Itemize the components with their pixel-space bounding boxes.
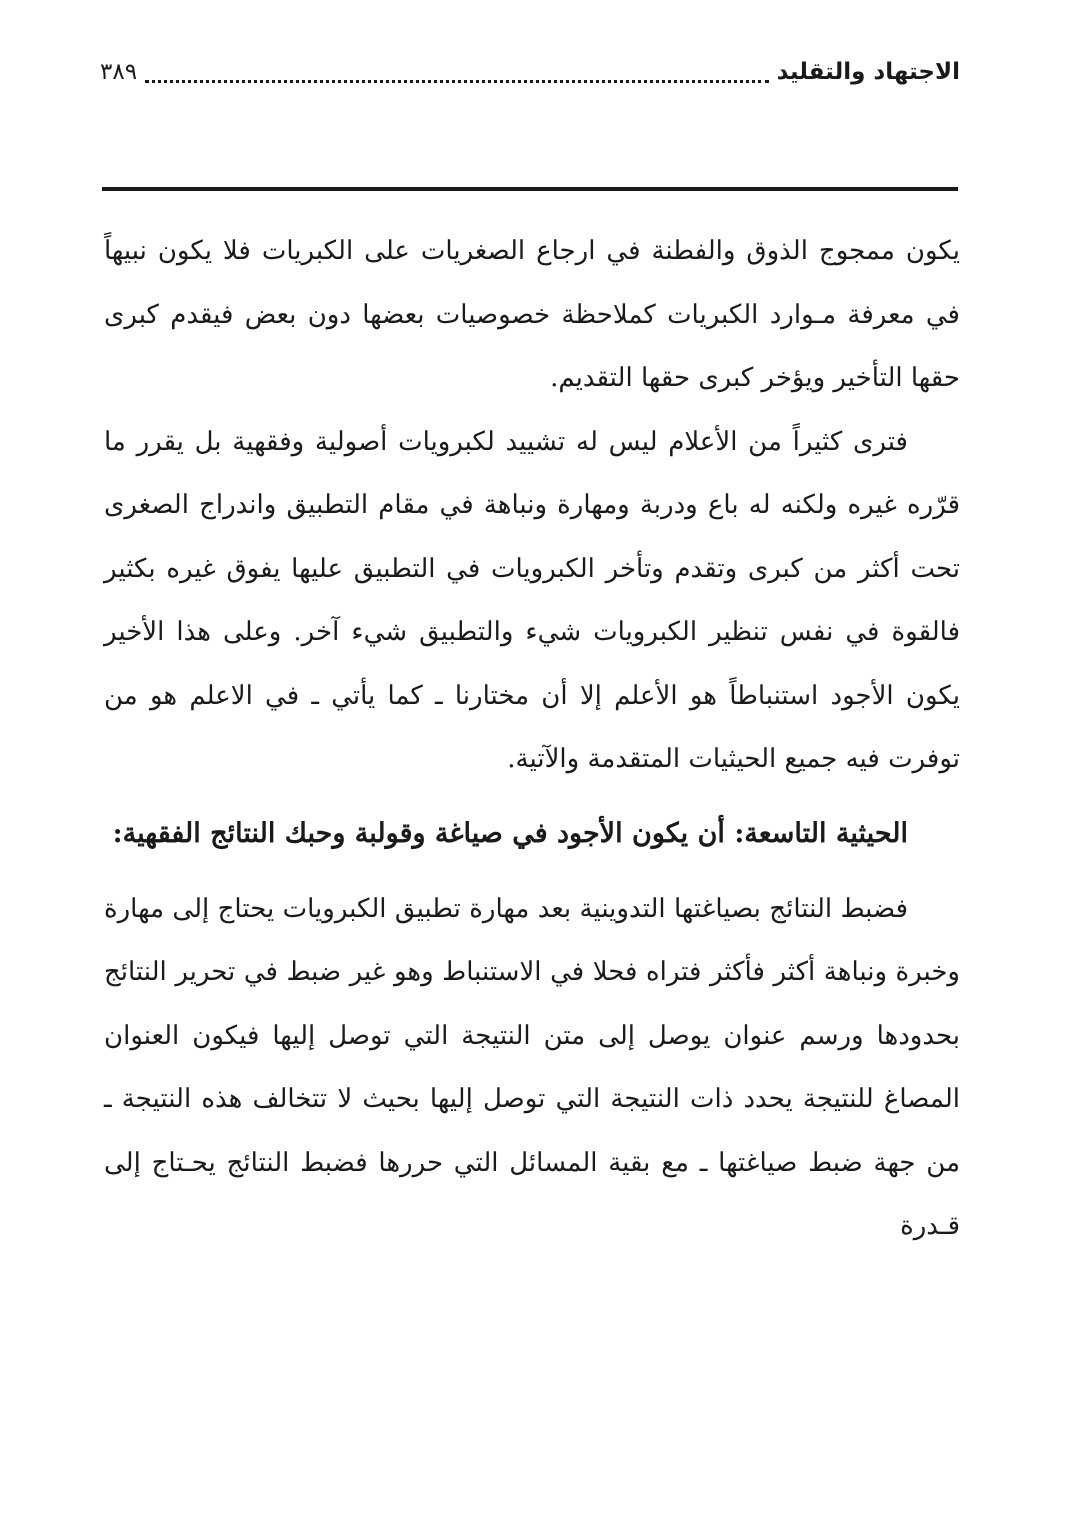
paragraph-2: فترى كثيراً من الأعلام ليس له تشييد لكبرويات أصولية وفقهية بل يقرر ما قرّره غيره ولكنه له باع ودربة ومهارة ونباهة في مقام التطبيق واندراج الصغرى تحت أكثر من كبرى وتقدم وتأخر الكبرويات في التطبيق عليها يفوق غيره بكثير فالقوة في نفس تنظير الكبرويات شيء والتطبيق شيء آخر. وعلى هذا الأخير يكون الأجود استنباطاً هو الأعلم إلا أن مختارنا ـ كما يأتي ـ في الاعلم هو من توفرت فيه جميع الحيثيات المتقدمة والآتية. [104,426,960,774]
body-text [104,220,960,1259]
running-header [100,52,960,92]
header-dot-leader [145,62,769,83]
running-header-title: الاجتهاد والتقليد [776,59,960,85]
header-rule [102,187,958,191]
paragraph-3: فضبط النتائج بصياغتها التدوينية بعد مهارة تطبيق الكبرويات يحتاج إلى مهارة وخبرة ونباهة أكثر فأكثر فتراه فحلا في الاستنباط وهو غير ضبط في تحرير النتائج بحدودها ورسم عنوان يوصل إلى متن النتيجة التي توصل إليها فيكون العنوان المصاغ للنتيجة يحدد ذات النتيجة التي توصل إليها بحيث لا تتخالف هذه النتيجة ـ من جهة ضبط صياغتها ـ مع بقية المسائل التي حررها فضبط النتائج يحـتاج إلى قـدرة [104,893,960,1241]
page-number: ٣٨٩ [100,59,138,85]
paragraph-1: يكون ممجوج الذوق والفطنة في ارجاع الصغريات على الكبريات فلا يكون نبيهاً في معرفة مـوارد الكبريات كملاحظة خصوصيات بعضها دون بعض فيقدم كبرى حقها التأخير ويؤخر كبرى حقها التقديم. [104,236,960,393]
section-heading: الحيثية التاسعة: أن يكون الأجود في صياغة وقولبة وحبك النتائج الفقهية: [112,817,908,849]
